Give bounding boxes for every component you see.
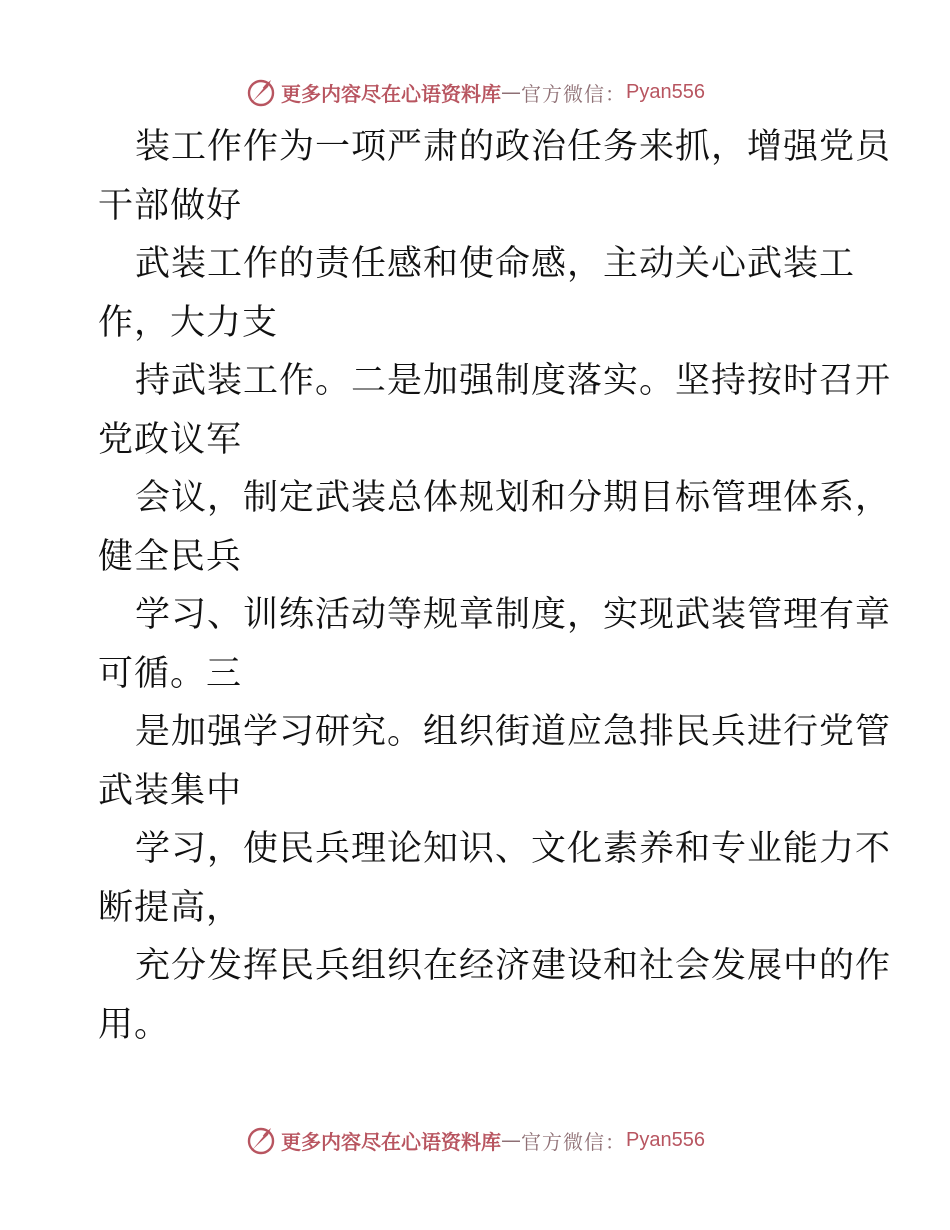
banner-title: 更多内容尽在心语资料库 xyxy=(281,81,502,106)
text-line: 充分发挥民兵组织在经济建设和社会发展中的作 xyxy=(135,946,892,986)
banner-subtitle: 官方微信： xyxy=(521,1129,627,1154)
text-line: 装工作作为一项严肃的政治任务来抓，增强党员 xyxy=(135,127,892,167)
text-line: 断提高， xyxy=(98,887,243,928)
banner-separator: — xyxy=(501,1128,522,1152)
text-line: 学习、训练活动等规章制度，实现武装管理有章 xyxy=(135,595,892,635)
text-line: 作，大力支 xyxy=(98,302,279,343)
text-line: 用。 xyxy=(98,1004,171,1045)
banner-account: Pyan556 xyxy=(626,1128,705,1151)
quill-pen-logo-icon xyxy=(245,76,277,108)
text-line: 干部做好 xyxy=(98,185,243,226)
text-line: 健全民兵 xyxy=(98,536,243,577)
text-line: 可循。三 xyxy=(98,653,243,694)
document-body xyxy=(98,118,892,1054)
text-line: 会议，制定武装总体规划和分期目标管理体系， xyxy=(135,478,892,518)
header-banner xyxy=(0,72,950,112)
text-line: 武装集中 xyxy=(98,770,243,811)
banner-title: 更多内容尽在心语资料库 xyxy=(281,1129,502,1154)
text-line: 是加强学习研究。组织街道应急排民兵进行党管 xyxy=(135,712,892,752)
footer-banner xyxy=(0,1120,950,1160)
banner-separator: — xyxy=(501,80,522,104)
text-line: 学习，使民兵理论知识、文化素养和专业能力不 xyxy=(135,829,892,869)
text-line: 持武装工作。二是加强制度落实。坚持按时召开 xyxy=(135,361,892,401)
text-line: 党政议军 xyxy=(98,419,243,460)
quill-pen-logo-icon xyxy=(245,1124,277,1156)
banner-account: Pyan556 xyxy=(626,80,705,103)
text-line: 武装工作的责任感和使命感，主动关心武装工 xyxy=(135,244,856,284)
banner-subtitle: 官方微信： xyxy=(521,81,627,106)
